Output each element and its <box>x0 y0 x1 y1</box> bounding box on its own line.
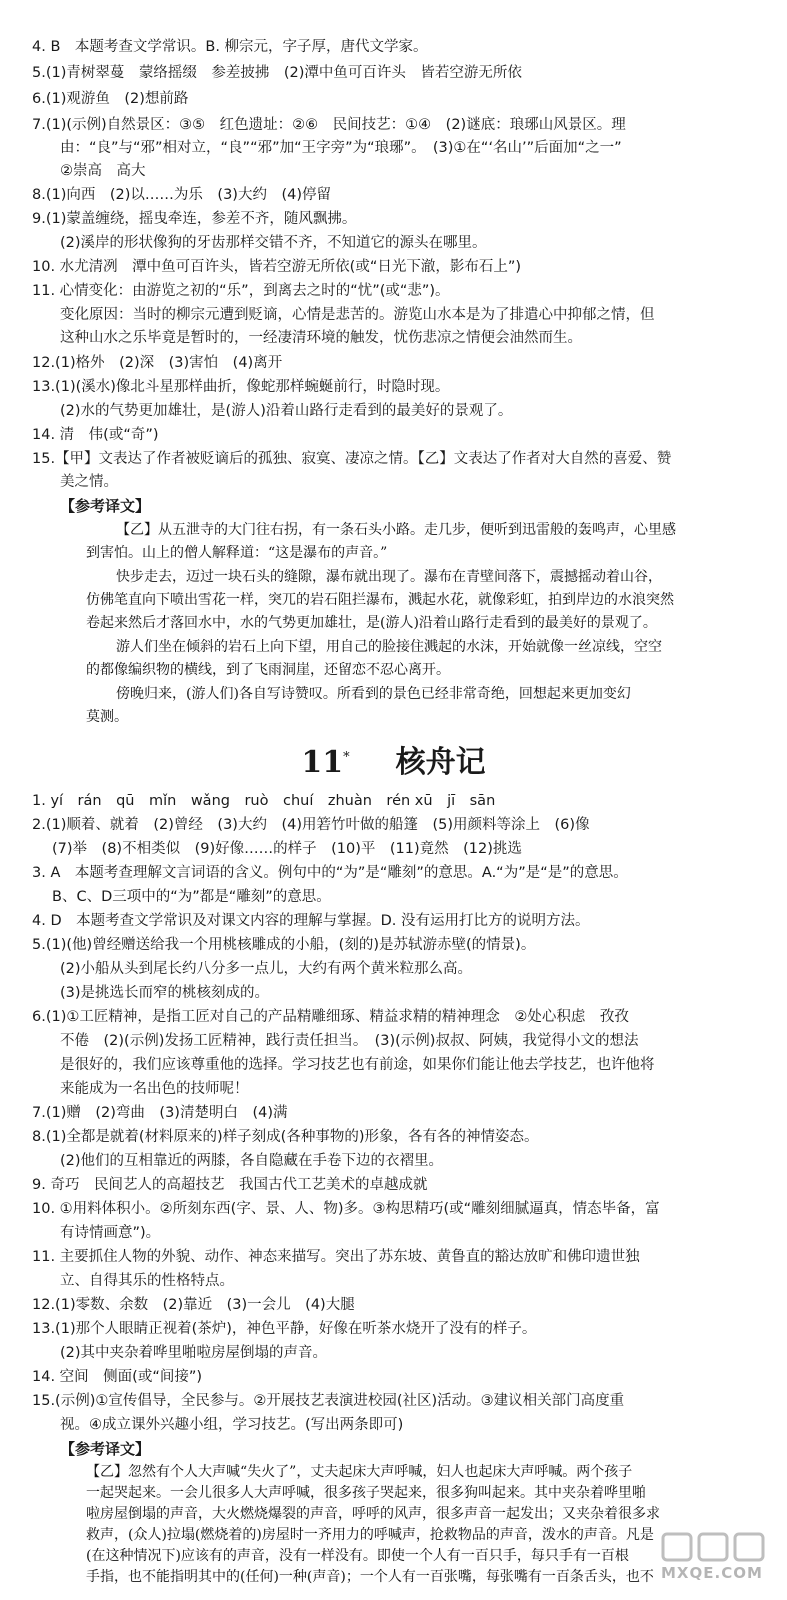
watermark-icon <box>659 1528 767 1566</box>
section-mark: * <box>343 750 350 765</box>
answer-line: 3. A 本题考查理解文言词语的含义。例句中的“为”是“雕刻”的意思。A.“为”是“是”的意思。 <box>32 865 628 881</box>
translation-line: 莫测。 <box>86 709 128 725</box>
answer-line: 14. 空间 侧面(或“间接”) <box>32 1369 203 1385</box>
translation-line: 【乙】从五泄寺的大门往右拐，有一条石头小路。走几步，便听到迅雷般的轰鸣声，心里感 <box>116 522 676 538</box>
translation-line: 傍晚归来，(游人们)各自写诗赞叹。所看到的景色已经非常奇绝，回想起来更加变幻 <box>116 686 631 702</box>
answer-line: 2.(1)顺着、就着 (2)曾经 (3)大约 (4)用箬竹叶做的船篷 (5)用颜料等涂上 (6)像 <box>32 817 590 833</box>
answer-line: 15.(示例)①宣传倡导，全民参与。②开展技艺表演进校园(社区)活动。③建议相关部门高度重 <box>32 1393 625 1409</box>
translation-line: 快步走去，迈过一块石头的缝隙，瀑布就出现了。瀑布在青壁间落下，震撼摇动着山谷， <box>116 569 662 585</box>
answer-line: 来能成为一名出色的技师呢！ <box>60 1081 249 1097</box>
translation-line: 的都像编织物的横线，到了飞雨洞崖，还留恋不忍心离开。 <box>86 662 450 678</box>
answer-line: 7.(1)(示例)自然景区：③⑤ 红色遗址：②⑥ 民间技艺：①④ (2)谜底：琅琊山风景区。理 <box>32 117 626 133</box>
answer-line: (2)小船从头到尾长约八分多一点儿，大约有两个黄米粒那么高。 <box>60 961 473 977</box>
answer-line: 变化原因：当时的柳宗元遭到贬谪，心情是悲苦的。游览山水本是为了排遣心中抑郁之情，但 <box>60 307 655 323</box>
answer-line: 立、自得其乐的性格特点。 <box>60 1273 234 1289</box>
answer-line: (3)是挑选长而窄的桃核刻成的。 <box>60 985 270 1001</box>
answer-line: 10. ①用料体积小。②所刻东西(字、景、人、物)多。③构思精巧(或“雕刻细腻逼真，情态毕备，富 <box>32 1201 660 1217</box>
translation-line: 游人们坐在倾斜的岩石上向下望，用自己的脸接住溅起的水沫，开始就像一丝凉线，空空 <box>116 639 662 655</box>
translation-line: (在这种情况下)应该有的声音，没有一样没有。即使一个人有一百只手，每只手有一百根 <box>86 1548 629 1564</box>
section-title-text: 核舟记 <box>395 745 486 780</box>
answer-line: 这种山水之乐毕竟是暂时的，一经凄清环境的触发，忧伤悲凉之情便会油然而生。 <box>60 330 582 346</box>
answer-line: 4. D 本题考查文学常识及对课文内容的理解与掌握。D. 没有运用打比方的说明方法。 <box>32 913 590 929</box>
section-title <box>0 740 787 781</box>
answer-line: 13.(1)(溪水)像北斗星那样曲折，像蛇那样蜿蜒前行，时隐时现。 <box>32 379 450 395</box>
answer-line: 9.(1)蒙盖缠绕，摇曳牵连，参差不齐，随风飘拂。 <box>32 211 357 227</box>
answer-line: (2)溪岸的形状像狗的牙齿那样交错不齐，不知道它的源头在哪里。 <box>60 235 487 251</box>
translation-line: 救声，(众人)拉塌(燃烧着的)房屋时一齐用力的呼喊声，抢救物品的声音，泼水的声音。凡是 <box>86 1527 654 1543</box>
answer-line: 由：“良”与“邪”相对立，“良”“邪”加“王字旁”为“琅琊”。 (3)①在“‘名山’”后面加“之一” <box>60 140 622 156</box>
translation-line: 卷起来然后才落回水中，水的气势更加雄壮，是(游人)沿着山路行走看到的最美好的景观了。 <box>86 615 657 631</box>
translation-line: 啦房屋倒塌的声音，大火燃烧爆裂的声音，呼呼的风声，很多声音一起发出；又夹杂着很多求 <box>86 1506 660 1522</box>
answer-line: B、C、D三项中的“为”都是“雕刻”的意思。 <box>52 889 331 905</box>
answer-line: 9. 奇巧 民间艺人的高超技艺 我国古代工艺美术的卓越成就 <box>32 1177 428 1193</box>
translation-line: 【乙】忽然有个人大声喊“失火了”，丈夫起床大声呼喊，妇人也起床大声呼喊。两个孩子 <box>86 1464 633 1480</box>
watermark-logo <box>659 1528 767 1582</box>
answer-line: 8.(1)向西 (2)以……为乐 (3)大约 (4)停留 <box>32 187 331 203</box>
answer-line: ②崇高 高大 <box>60 163 146 179</box>
answer-line: (2)其中夹杂着哗里啪啦房屋倒塌的声音。 <box>60 1345 328 1361</box>
answer-line: 5.(1)青树翠蔓 蒙络摇缀 参差披拂 (2)潭中鱼可百许头 皆若空游无所依 <box>32 65 522 81</box>
answer-line: 视。④成立课外兴趣小组，学习技艺。(写出两条即可) <box>60 1417 404 1433</box>
answer-line: 11. 心情变化：由游览之初的“乐”，到离去之时的“忧”(或“悲”)。 <box>32 283 450 299</box>
answer-line: 有诗情画意”)。 <box>60 1225 161 1241</box>
section-number: 11 <box>301 745 344 780</box>
answer-line: 6.(1)观游鱼 (2)想前路 <box>32 91 189 107</box>
answer-line: 13.(1)那个人眼睛正视着(茶炉)，神色平静，好像在听茶水烧开了没有的样子。 <box>32 1321 537 1337</box>
reference-translation-heading: 【参考译文】 <box>60 1440 151 1458</box>
answer-line: 12.(1)格外 (2)深 (3)害怕 (4)离开 <box>32 355 283 371</box>
answer-line: 10. 水尤清冽 潭中鱼可百许头，皆若空游无所依(或“日光下澈，影布石上”) <box>32 259 522 275</box>
answer-line: (7)举 (8)不相类似 (9)好像……的样子 (10)平 (11)竟然 (12)挑选 <box>52 841 522 857</box>
answer-line: 6.(1)①工匠精神，是指工匠对自己的产品精雕细琢、精益求精的精神理念 ②处心积虑 孜孜 <box>32 1009 629 1025</box>
translation-line: 到害怕。山上的僧人解释道：“这是瀑布的声音。” <box>86 545 388 561</box>
answer-line: 8.(1)全都是就着(材料原来的)样子刻成(各种事物的)形象，各有各的神情姿态。 <box>32 1129 539 1145</box>
answer-line: (2)水的气势更加雄壮，是(游人)沿着山路行走看到的最美好的景观了。 <box>60 403 513 419</box>
answer-line: 15.【甲】文表达了作者被贬谪后的孤独、寂寞、凄凉之情。【乙】文表达了作者对大自然的喜爱、赞 <box>32 451 672 467</box>
answer-line: 5.(1)(他)曾经赠送给我一个用桃核雕成的小船，(刻的)是苏轼游赤壁(的情景)。 <box>32 937 536 953</box>
answer-line: 14. 清 伟(或“奇”) <box>32 427 159 443</box>
reference-translation-heading: 【参考译文】 <box>60 497 151 515</box>
answer-line: 是很好的，我们应该尊重他的选择。学习技艺也有前途，如果你们能让他去学技艺，也许他将 <box>60 1057 655 1073</box>
answer-line: 7.(1)赠 (2)弯曲 (3)清楚明白 (4)满 <box>32 1105 288 1121</box>
answer-line: 美之情。 <box>60 474 118 490</box>
answer-line: 11. 主要抓住人物的外貌、动作、神态来描写。突出了苏东坡、黄鲁直的豁达放旷和佛印遗世独 <box>32 1249 640 1265</box>
translation-line: 手指，也不能指明其中的(任何)一种(声音)；一个人有一百张嘴，每张嘴有一百条舌头，也不 <box>86 1569 654 1585</box>
translation-line: 仿佛笔直向下喷出雪花一样，突兀的岩石阻拦瀑布，溅起水花，就像彩虹，拍到岸边的水浪突然 <box>86 592 674 608</box>
answer-line: 12.(1)零数、余数 (2)靠近 (3)一会儿 (4)大腿 <box>32 1297 355 1313</box>
translation-line: 一起哭起来。一会儿很多人大声呼喊，很多孩子哭起来，很多狗叫起来。其中夹杂着哗里啪 <box>86 1485 646 1501</box>
answer-line: 1. yí rán qū mǐn wǎng ruò chuí zhuàn rén xū jī sān <box>32 793 496 809</box>
answer-line: (2)他们的互相靠近的两膝，各自隐藏在手卷下边的衣褶里。 <box>60 1153 444 1169</box>
answer-line: 不倦 (2)(示例)发扬工匠精神，践行责任担当。 (3)(示例)叔叔、阿姨，我觉得小文的想法 <box>60 1033 639 1049</box>
answer-line: 4. B 本题考查文学常识。B. 柳宗元，字子厚，唐代文学家。 <box>32 39 428 55</box>
watermark-text: MXQE.COM <box>661 1564 763 1582</box>
